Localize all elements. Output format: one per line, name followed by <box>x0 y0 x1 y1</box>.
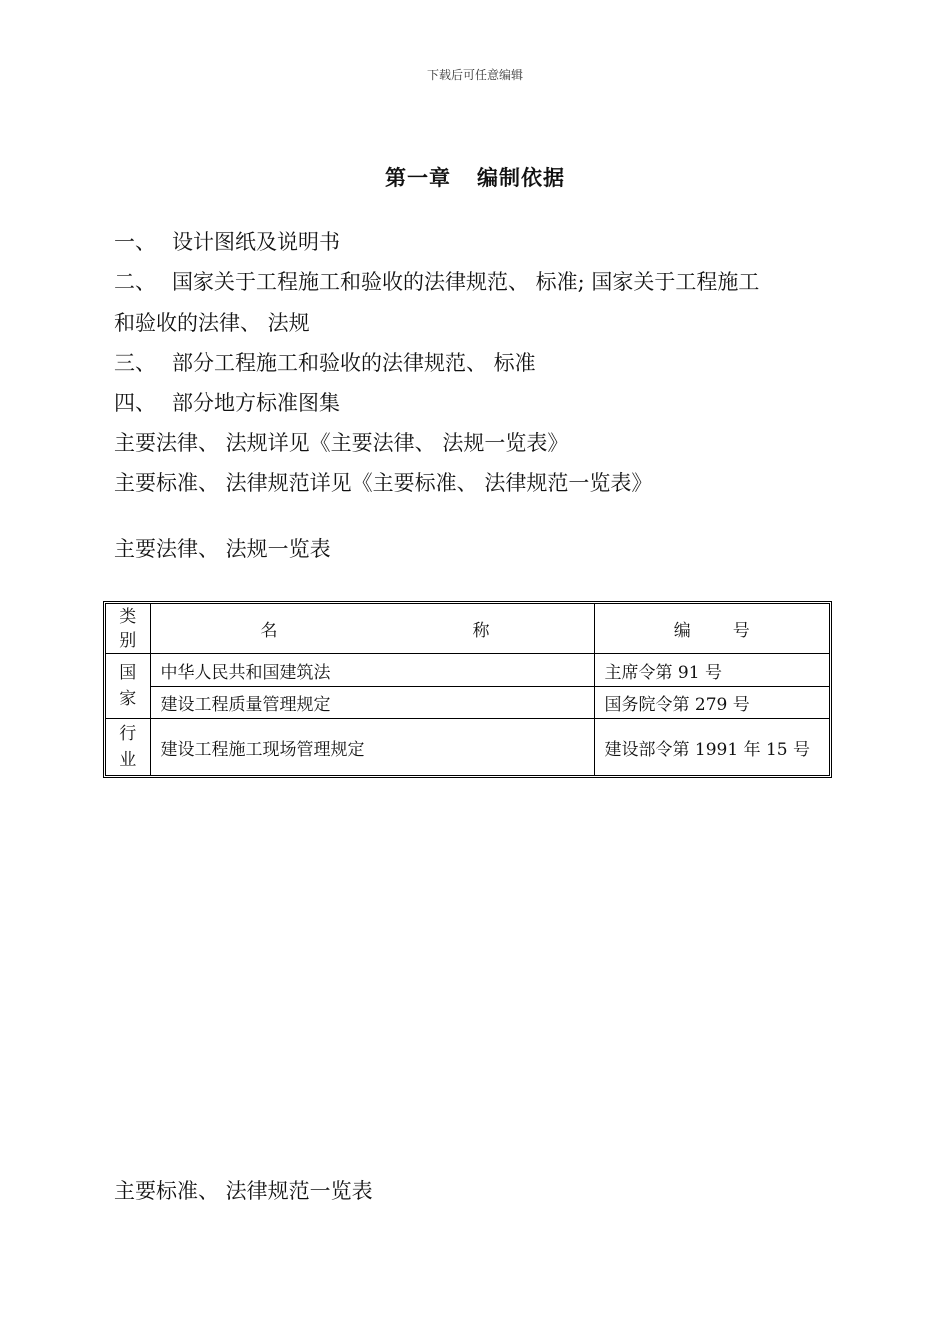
header-code-char: 编 <box>673 621 691 641</box>
list-item-number: 三、 <box>114 351 156 375</box>
law-code: 国务院令第 279 号 <box>594 687 829 719</box>
header-name-char: 名 <box>260 621 278 641</box>
header-name <box>150 604 594 654</box>
list-item-number: 四、 <box>114 391 156 415</box>
chapter-name: 编制依据 <box>477 165 565 190</box>
list-item-number: 一、 <box>114 230 156 254</box>
header-name-char: 称 <box>472 621 490 641</box>
standards-reference-note: 主要标准、 法律规范详见《主要标准、 法律规范一览表》 <box>114 471 653 495</box>
laws-reference-note: 主要法律、 法规详见《主要法律、 法规一览表》 <box>114 431 569 455</box>
header-category-char: 别 <box>119 630 137 651</box>
category-cell-national <box>106 654 150 719</box>
category-char: 行 <box>119 724 137 744</box>
laws-table <box>103 601 832 778</box>
header-code-char: 号 <box>732 621 750 641</box>
list-item-text: 国家关于工程施工和验收的法律规范、 标准; 国家关于工程施工 <box>172 270 760 294</box>
law-name: 建设工程施工现场管理规定 <box>150 719 594 776</box>
list-item <box>114 349 536 377</box>
header-category <box>106 604 150 654</box>
law-name: 建设工程质量管理规定 <box>150 687 594 719</box>
list-item <box>114 268 759 296</box>
header-code <box>594 604 829 654</box>
category-char: 业 <box>119 750 137 770</box>
category-char: 家 <box>119 689 137 709</box>
list-item-number: 二、 <box>114 270 156 294</box>
table-header-row <box>106 604 829 654</box>
list-item-text: 设计图纸及说明书 <box>172 230 340 254</box>
table-row <box>106 719 829 776</box>
list-item <box>114 389 340 417</box>
law-code: 建设部令第 1991 年 15 号 <box>594 719 829 776</box>
page-header-note: 下载后可任意编辑 <box>426 68 523 82</box>
table-row <box>106 687 829 719</box>
category-cell-industry <box>106 719 150 776</box>
law-name: 中华人民共和国建筑法 <box>150 654 594 687</box>
laws-table-caption: 主要法律、 法规一览表 <box>114 537 331 561</box>
chapter-number: 第一章 <box>385 165 451 190</box>
standards-table-caption: 主要标准、 法律规范一览表 <box>114 1179 373 1203</box>
list-item-continuation: 和验收的法律、 法规 <box>114 311 310 335</box>
law-code: 主席令第 91 号 <box>594 654 829 687</box>
table-row <box>106 654 829 687</box>
list-item-text: 部分地方标准图集 <box>172 391 340 415</box>
list-item <box>114 228 340 256</box>
chapter-title <box>0 162 950 192</box>
header-category-char: 类 <box>119 606 137 627</box>
list-item-text: 部分工程施工和验收的法律规范、 标准 <box>172 351 536 375</box>
category-char: 国 <box>119 663 137 683</box>
